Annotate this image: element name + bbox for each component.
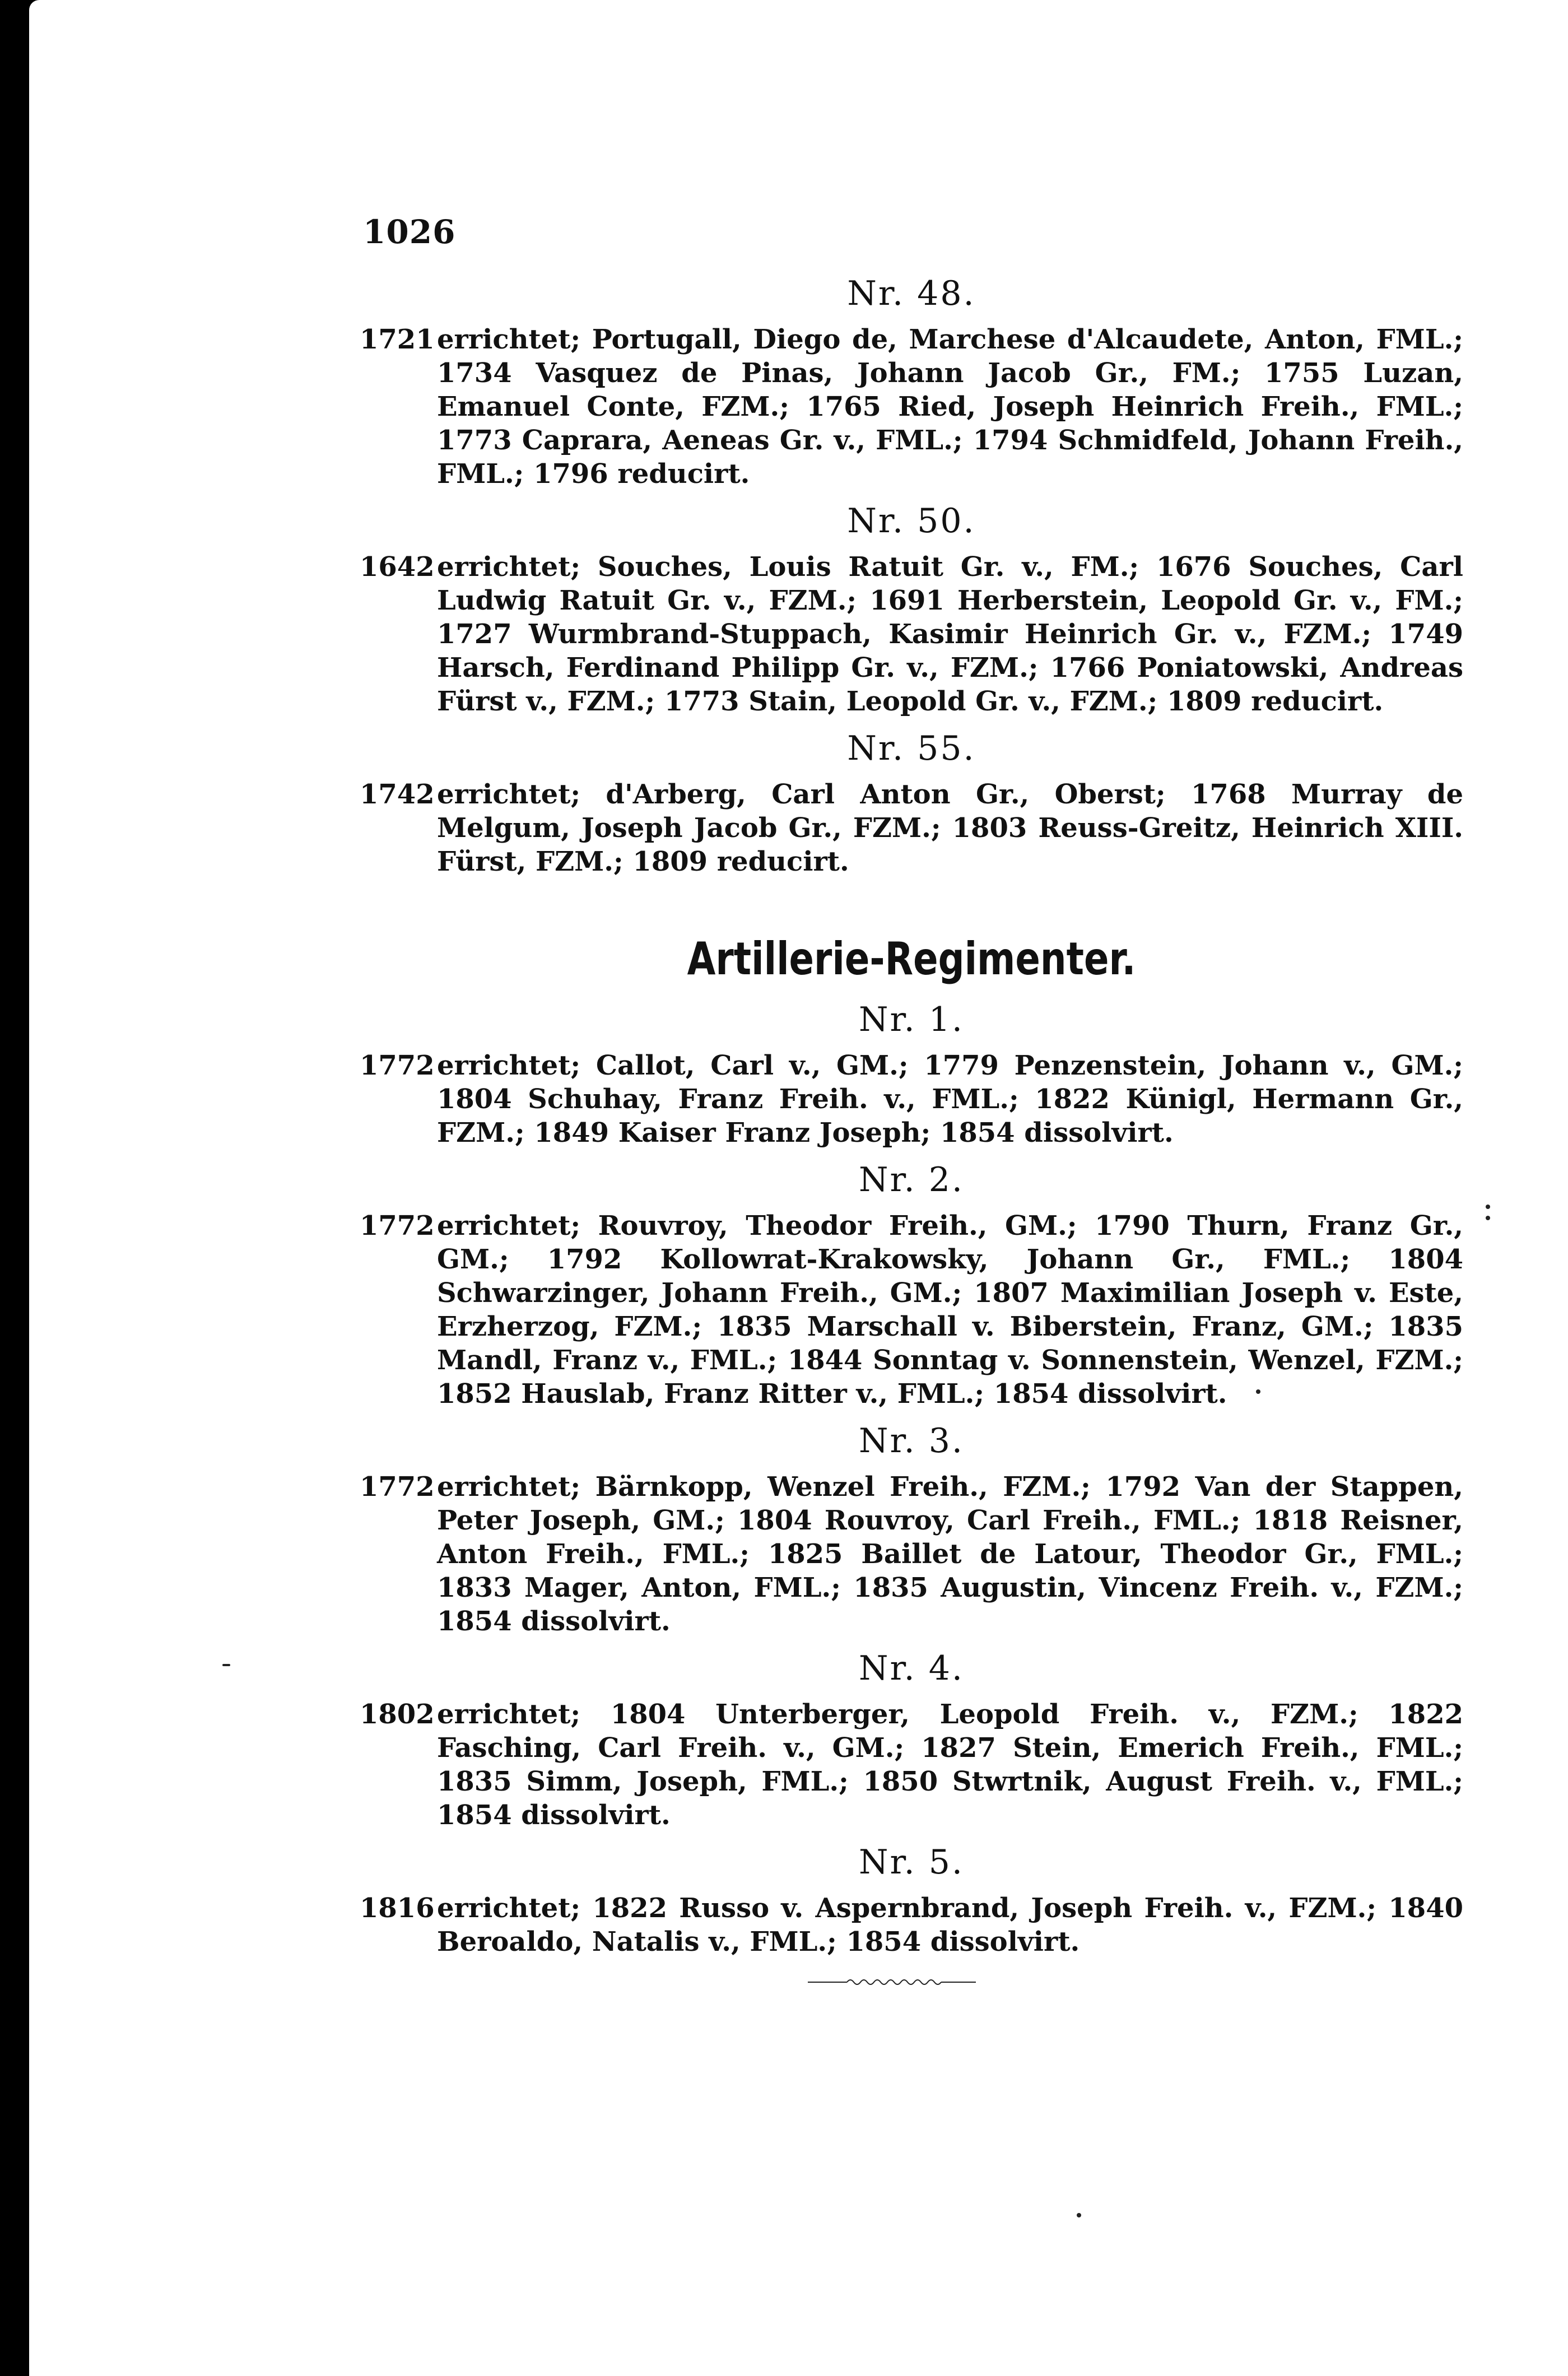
paper-speck [1486, 1216, 1490, 1220]
section-heading-art-nr-2: Nr. 2. [859, 1160, 964, 1199]
document-page [29, 0, 1568, 2376]
entry-year: 1772 [360, 1210, 435, 1242]
section-heading-nr-50: Nr. 50. [847, 501, 976, 541]
entry-art-nr-2 [360, 1209, 1463, 1411]
section-heading-art-nr-5: Nr. 5. [859, 1843, 964, 1882]
entry-text: errichtet; Callot, Carl v., GM.; 1779 Penzenstein, Johann v., GM.; 1804 Schuhay, Franz Freih. v., FML.; 1822 Künigl, Hermann Gr., FZM.; 1849 Kaiser Franz Joseph; 1854 dissolvirt. [437, 1050, 1463, 1149]
paper-speck [222, 1664, 230, 1666]
paper-speck [1256, 1389, 1260, 1394]
entry-year: 1816 [360, 1893, 435, 1924]
entry-art-nr-1 [360, 1049, 1463, 1150]
entry-year: 1772 [360, 1050, 435, 1081]
paper-speck [1486, 1205, 1490, 1209]
entry-text: errichtet; Portugall, Diego de, Marchese d'Alcaudete, Anton, FML.; 1734 Vasquez de Pinas, Johann Jacob Gr., FM.; 1755 Luzan, Emanuel Conte, FZM.; 1765 Ried, Joseph Heinrich Freih., FML.; 1773 Caprara, Aeneas Gr. v., FML.; 1794 Schmidfeld, Johann Freih., FML.; 1796 reducirt. [437, 324, 1463, 490]
entry-year: 1742 [360, 779, 435, 810]
entry-art-nr-5 [360, 1891, 1463, 1959]
entry-text: errichtet; Souches, Louis Ratuit Gr. v., FM.; 1676 Souches, Carl Ludwig Ratuit Gr. v., FZM.; 1691 Herberstein, Leopold Gr. v., FM.; 1727 Wurmbrand-Stuppach, Kasimir Heinrich Gr. v., FZM.; 1749 Harsch, Ferdinand Philipp Gr. v., FZM.; 1766 Poniatowski, Andreas Fürst v., FZM.; 1773 Stain, Leopold Gr. v., FZM.; 1809 reducirt. [437, 551, 1463, 717]
entry-year: 1721 [360, 324, 435, 355]
entry-nr-50 [360, 550, 1463, 718]
artillery-title: Artillerie-Regimenter. [687, 933, 1136, 985]
entry-year: 1772 [360, 1471, 435, 1503]
entry-text: errichtet; Bärnkopp, Wenzel Freih., FZM.; 1792 Van der Stappen, Peter Joseph, GM.; 1804 Rouvroy, Carl Freih., FML.; 1818 Reisner, Anton Freih., FML.; 1825 Baillet de Latour, Theodor Gr., FML.; 1833 Mager, Anton, FML.; 1835 Augustin, Vincenz Freih. v., FZM.; 1854 dissolvirt. [437, 1471, 1463, 1637]
entry-text: errichtet; 1804 Unterberger, Leopold Freih. v., FZM.; 1822 Fasching, Carl Freih. v., GM.; 1827 Stein, Emerich Freih., FML.; 1835 Simm, Joseph, FML.; 1850 Stwrtnik, August Freih. v., FML.; 1854 dissolvirt. [437, 1699, 1463, 1831]
entry-text: errichtet; Rouvroy, Theodor Freih., GM.; 1790 Thurn, Franz Gr., GM.; 1792 Kollowrat-Krakowsky, Johann Gr., FML.; 1804 Schwarzinger, Johann Freih., GM.; 1807 Maximilian Joseph v. Este, Erzherzog, FZM.; 1835 Marschall v. Biberstein, Franz, GM.; 1835 Mandl, Franz v., FML.; 1844 Sonntag v. Sonnenstein, Wenzel, FZM.; 1852 Hauslab, Franz Ritter v., FML.; 1854 dissolvirt. [437, 1210, 1463, 1410]
entry-year: 1642 [360, 551, 435, 583]
section-heading-art-nr-4: Nr. 4. [859, 1649, 964, 1688]
section-heading-nr-55: Nr. 55. [847, 729, 976, 768]
entry-art-nr-3 [360, 1470, 1463, 1638]
end-ornament-icon [808, 1977, 976, 1988]
entry-art-nr-4 [360, 1698, 1463, 1832]
section-heading-art-nr-3: Nr. 3. [859, 1421, 964, 1461]
paper-speck [1077, 2213, 1081, 2217]
page-number: 1026 [363, 213, 456, 251]
entry-nr-48 [360, 323, 1463, 491]
page-content [360, 263, 1463, 1966]
section-heading-nr-48: Nr. 48. [847, 274, 976, 313]
entry-text: errichtet; 1822 Russo v. Aspernbrand, Joseph Freih. v., FZM.; 1840 Beroaldo, Natalis v., FML.; 1854 dissolvirt. [437, 1893, 1463, 1957]
entry-year: 1802 [360, 1699, 435, 1730]
entry-nr-55 [360, 778, 1463, 878]
entry-text: errichtet; d'Arberg, Carl Anton Gr., Oberst; 1768 Murray de Melgum, Joseph Jacob Gr., FZM.; 1803 Reuss-Greitz, Heinrich XIII. Fürst, FZM.; 1809 reducirt. [437, 779, 1463, 877]
section-heading-art-nr-1: Nr. 1. [859, 1000, 964, 1039]
